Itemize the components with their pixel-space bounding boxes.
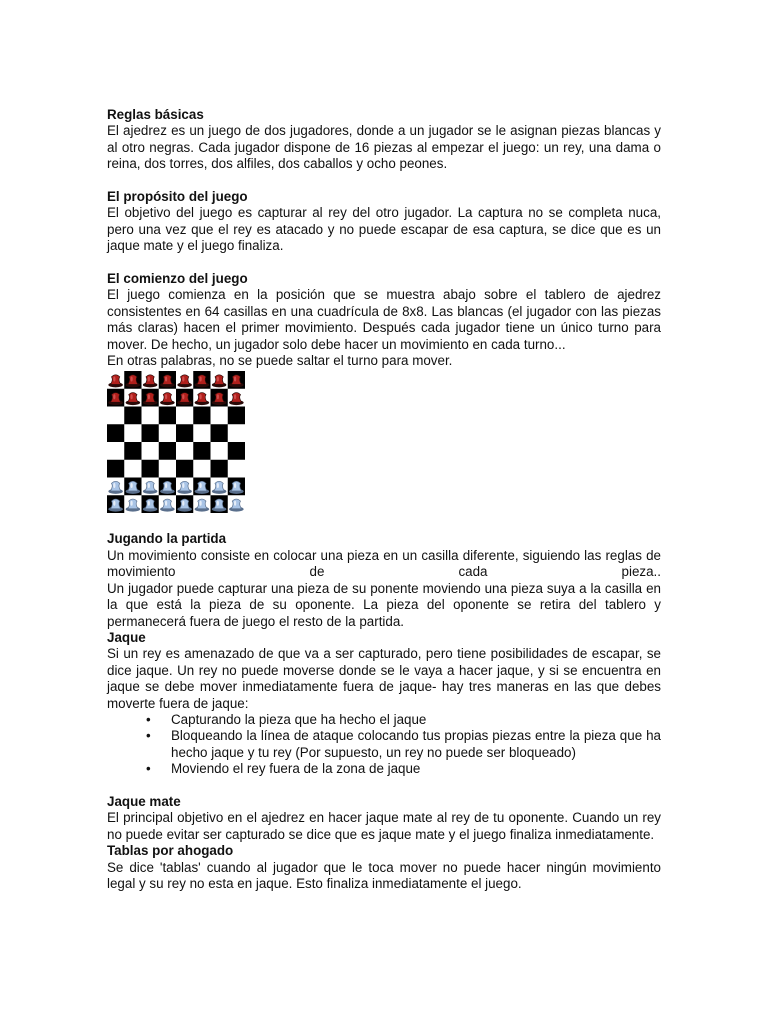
heading-jugando: Jugando la partida [107, 531, 227, 547]
board-square [142, 425, 160, 443]
chessboard-svg [107, 371, 245, 513]
paragraph-comienzo-2: En otras palabras, no se puede saltar el turno para mover. [107, 353, 453, 369]
heading-reglas: Reglas básicas [107, 107, 204, 122]
board-square [142, 460, 160, 478]
spacer [107, 255, 661, 271]
board-square [107, 425, 125, 443]
bullet-icon: • [146, 761, 151, 777]
board-square [211, 425, 229, 443]
board-square [228, 425, 245, 443]
board-square [193, 460, 211, 478]
board-square [159, 407, 177, 425]
heading-jaque-mate: Jaque mate [107, 793, 181, 809]
paragraph-jugando-2: Un jugador puede capturar una pieza de su ponente moviendo una pieza suya a la casilla en la que está la pieza de su oponente. La pieza del oponente se retira del tablero y permanecerá fuera de juego el resto de la partida. [107, 580, 661, 629]
document-page [107, 107, 661, 892]
heading-tablas: Tablas por ahogado [107, 843, 234, 859]
board-square [124, 460, 142, 478]
board-square [159, 442, 177, 460]
paragraph-jugando: Un movimiento consiste en colocar una pieza en un casilla diferente, siguiendo las reglas de movimiento de cada pieza.. [107, 547, 661, 580]
board-square [107, 442, 125, 460]
heading-jaque: Jaque [107, 629, 146, 645]
board-square [107, 407, 125, 425]
board-square [176, 460, 194, 478]
spacer [107, 778, 661, 794]
jaque-options-list [107, 712, 661, 778]
board-square [176, 442, 194, 460]
board-square [193, 425, 211, 443]
board-square [211, 460, 229, 478]
board-square [176, 407, 194, 425]
board-square [142, 407, 160, 425]
paragraph-comienzo: El juego comienza en la posición que se muestra abajo sobre el tablero de ajedrez consistentes en 64 casillas en una cuadrícula de 8x8. Las blancas (el jugador con las piezas más claras) hacen el primer movimiento. Después cada jugador tiene un único turno para mover. De hecho, un jugador solo debe hacer un movimiento en cada turno... [107, 287, 661, 352]
board-square [211, 442, 229, 460]
board-square [159, 460, 177, 478]
board-square [228, 407, 245, 425]
bullet-icon: • [146, 711, 151, 727]
board-square [159, 425, 177, 443]
heading-proposito: El propósito del juego [107, 189, 248, 205]
board-square [228, 460, 245, 478]
heading-comienzo: El comienzo del juego [107, 271, 248, 287]
paragraph-jaque-mate: El principal objetivo en el ajedrez en hacer jaque mate al rey de tu oponente. Cuando un rey no puede evitar ser capturado se dice que es jaque mate y el juego finaliza inmediatamente. [107, 810, 661, 842]
board-square [124, 407, 142, 425]
paragraph-reglas: El ajedrez es un juego de dos jugadores, donde a un jugador se le asignan piezas blancas y al otro negras. Cada jugador dispone de 16 piezas al empezar el juego: un rey, una dama o reina, dos torres, dos alfiles, dos caballos y ocho peones. [107, 123, 661, 172]
list-item: • Moviendo el rey fuera de la zona de jaque [146, 761, 421, 777]
board-square [124, 442, 142, 460]
list-item: • Bloqueando la línea de ataque colocando tus propias piezas entre la pieza que ha hecho jaque y tu rey (Por supuesto, un rey no puede ser bloqueado) [146, 728, 661, 760]
board-square [228, 442, 245, 460]
board-square [193, 442, 211, 460]
paragraph-jaque: Si un rey es amenazado de que va a ser capturado, pero tiene posibilidades de escapar, se dice jaque. Un rey no puede moverse donde se le vaya a hacer jaque, y si se encuentra en jaque se debe mover inmediatamente fuera de jaque- hay tres maneras en las que debes moverte fuera de jaque: [107, 646, 661, 711]
board-square [107, 460, 125, 478]
spacer [107, 173, 661, 189]
chessboard-image [107, 371, 245, 513]
board-square [124, 425, 142, 443]
paragraph-proposito: El objetivo del juego es capturar al rey del otro jugador. La captura no se completa nuca, pero una vez que el rey es atacado y no puede escapar de esa captura, se dice que es un jaque mate y el juego finaliza. [107, 205, 661, 254]
board-square [176, 425, 194, 443]
list-item: • Capturando la pieza que ha hecho el jaque [146, 711, 427, 727]
paragraph-tablas: Se dice 'tablas' cuando al jugador que le toca mover no puede hacer ningún movimiento legal y su rey no esta en jaque. Esto finaliza inmediatamente el juego. [107, 859, 661, 891]
board-square [211, 407, 229, 425]
board-square [193, 407, 211, 425]
bullet-icon: • [146, 728, 151, 744]
board-square [142, 442, 160, 460]
